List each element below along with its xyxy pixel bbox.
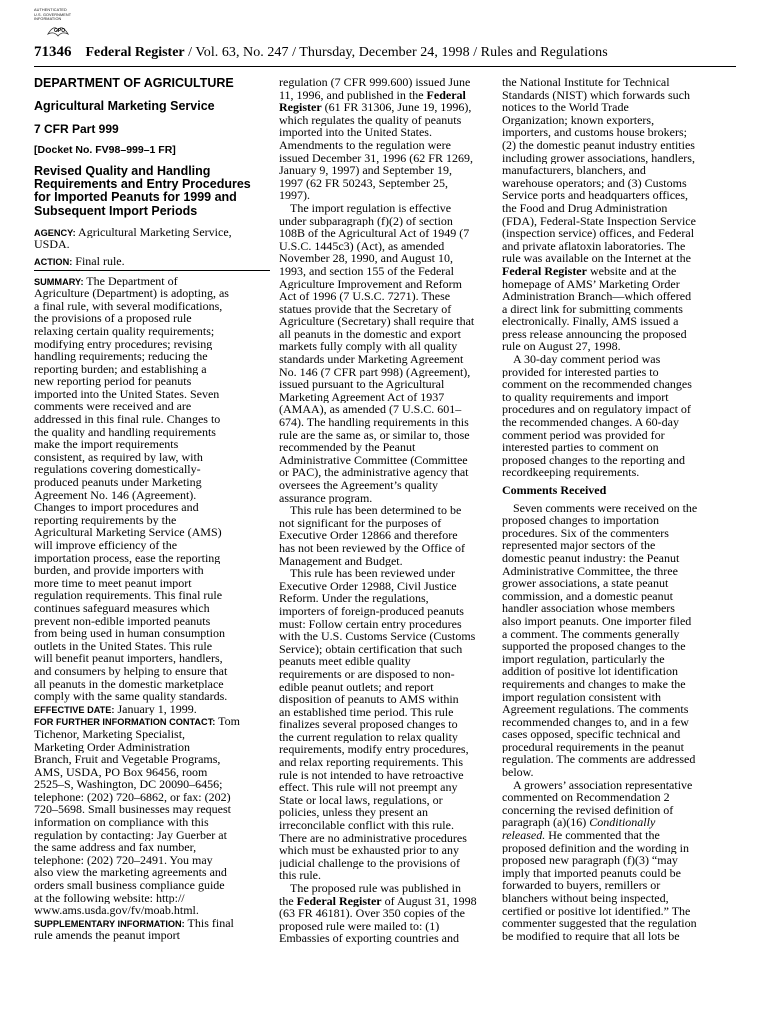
action-label: ACTION: [34,256,73,267]
contact-section: FOR FURTHER INFORMATION CONTACT: Tom Tichenor, Marketing Specialist, Marketing Order Administration Branch, Fruit and Vegetable Programs, AMS, USDA, PO Box 96456, room 2525–S, Washington, DC 20090–6456; telephone: (202) 720–6862, or fax: (202) 720–5698. Small businesses may request information on compliance with this regulation by contacting: Jay Guerber at the same address and fax number, telephone: (202) 720–2491. You may also view the marketing agreements and orders small business compliance guide at the following website: http:// www.ams.usda.gov/fv/moab.html. [34,715,270,917]
paragraph: regulation (7 CFR 999.600) issued June 11, 1996, and published in the Federal Register (61 FR 31306, June 19, 1996), which regulates the quality of peanuts imported into the United States. Amendments to the regulation were issued December 31, 1996 (62 FR 1269, January 9, 1997) and September 19, 1997 (62 FR 50243, September 25, 1997). [279,76,473,202]
paragraph: This rule has been determined to be not significant for the purposes of Executive Order 12866 and therefore has not been reviewed by the Office of Management and Budget. [279,504,466,568]
authentication-seal: AUTHENTICATED U.S. GOVERNMENT INFORMATION GPO [34,8,82,46]
paragraph: A growers’ association representative commented on Recommendation 2 concerning the revised definition of paragraph (a)(16) Conditionally released. He commented that the proposed definition and the wording in proposed new paragraph (f)(3) “may imply that imported peanuts could be forwarded to buyers, remillers or blanchers without being inspected, certified or positive lot identified.” The commenter suggested that the regulation be modified to require that all lots be [502,778,697,943]
agency-label: AGENCY: [34,227,76,238]
paragraph: The proposed rule was published in the Federal Register of August 31, 1998 (63 FR 46181). Over 350 copies of the proposed rule were mailed to: (1) Embassies of exporting countries and [279,882,477,945]
paragraph: the National Institute for Technical Standards (NIST) which forwards such notices to the World Trade Organization; known exporters, importers, and customs house brokers; (2) the domestic peanut industry entities including grower associations, handlers, manufacturers, blanchers, and warehouse operators; and (3) Customs Service ports and headquarters offices, the Food and Drug Administration (FDA), Federal-State Inspection Service (inspection service) offices, and Federal and private aflatoxin laboratories. The rule was available on the Internet at the Federal Register website and at the homepage of AMS’ Marketing Order Administration Branch—which offered a direct link for submitting comments electronically. Finally, AMS issued a press release announcing the proposed rule on August 27, 1998. [502,76,696,354]
column-2 [279,76,490,945]
page-header [34,44,736,64]
supplementary-section: SUPPLEMENTARY INFORMATION: This final rule amends the peanut import [34,916,234,942]
column-1 [34,76,270,942]
paragraph: The import regulation is effective under subparagraph (f)(2) of section 108B of the Agricultural Act of 1949 (7 U.S.C. 1445c3) (Act), as amended November 28, 1990, and August 10, 1993, and section 155 of the Federal Agriculture Improvement and Reform Act of 1996 (7 U.S.C. 7271). These statues provide that the Secretary of Agriculture (Secretary) shall require that all peanuts in the domestic and export markets fully comply with all quality standards under Marketing Agreement No. 146 (7 CFR part 998) (Agreement), issued pursuant to the Agricultural Marketing Agreement Act of 1937 (AMAA), as amended (7 U.S.C. 601– 674). The handling requirements in this rule are the same as, or similar to, those recommended by the Peanut Administrative Committee (Committee or PAC), the administrative agency that oversees the Agreement’s quality assurance program. [279,201,475,505]
effective-date-field: EFFECTIVE DATE: January 1, 1999. [34,702,197,716]
summary-label: SUMMARY: [34,276,84,287]
action-field: ACTION: Final rule. [34,254,125,268]
summary-section: SUMMARY: The Department of Agriculture (Department) is adopting, as a final rule, with several modifications, the provisions of a proposed rule relaxing certain quality requirements; modifying entry procedures; revising handling requirements; reducing the reporting burden; and establishing a new reporting period for peanuts imported into the United States. Seven comments were received and are addressed in this final rule. Changes to the quality and handling requirements make the import requirements consistent, as required by law, with regulations covering domestically- produced peanuts under Marketing Agreement No. 146 (Agreement). Changes to import procedures and reporting requirements by the Agricultural Marketing Service (AMS) will improve efficiency of the importation process, ease the reporting burden, and provide importers with more time to meet peanut import regulation requirements. This final rule continues safeguard measures which prevent non-edible imported peanuts from being used in human consumption outlets in the United States. This rule will benefit peanut importers, handlers, and consumers by helping to ensure that all peanuts in the domestic marketplace comply with the same quality standards. [34,274,229,703]
seal-text: AUTHENTICATED U.S. GOVERNMENT INFORMATION [34,8,72,22]
effective-date-label: EFFECTIVE DATE: [34,704,115,715]
subagency-heading: Agricultural Marketing Service [34,99,215,113]
journal-name: Federal Register [85,45,185,60]
rule-title: Revised Quality and Handling Requirements and Entry Procedures for Imported Peanuts for 1999 and Subsequent Import Periods [34,165,251,218]
contact-label: FOR FURTHER INFORMATION CONTACT: [34,717,216,728]
section-divider [34,270,270,271]
docket-number: [Docket No. FV98–999–1 FR] [34,144,176,156]
paragraph: A 30-day comment period was provided for interested parties to comment on the recommended changes to quality requirements and import procedures and on regulatory impact of the recommended changes. A 60-day comment period was provided for interested parties to comment on proposed changes to the reporting and recordkeeping requirements. [502,353,692,479]
cfr-part: 7 CFR Part 999 [34,122,119,136]
page-number: 71346 [34,44,72,60]
agency-heading: DEPARTMENT OF AGRICULTURE [34,76,234,90]
comments-received-heading: Comments Received [502,484,607,497]
issue-info: / Vol. 63, No. 247 / Thursday, December 24, 1998 / Rules and Regulations [184,45,608,60]
agency-field: AGENCY: Agricultural Marketing Service, USDA. [34,225,232,251]
supplementary-label: SUPPLEMENTARY INFORMATION: [34,918,185,929]
header-rule [34,66,736,67]
column-3 [502,76,717,942]
paragraph: Seven comments were received on the proposed changes to importation procedures. Six of the commenters represented major sectors of the domestic peanut industry: the Peanut Administrative Committee, the three grower associations, a state peanut commission, and a domestic peanut handler association whose members also import peanuts. One importer filed a comment. The comments generally supported the proposed changes to the import regulation, particularly the addition of positive lot identification requirements and changes to make the import regulation consistent with Agreement regulations. The comments recommended changes to, and in a few cases opposed, specific technical and procedural requirements in the peanut regulation. The comments are addressed below. [502,501,698,779]
paragraph: This rule has been reviewed under Executive Order 12988, Civil Justice Reform. Under the regulations, importers of foreign-produced peanuts must: Follow certain entry procedures with the U.S. Customs Service (Customs Service); obtain certification that such peanuts meet edible quality requirements or are disposed to non- edible peanut outlets; and report disposition of peanuts to AMS within an established time period. This rule finalizes several proposed changes to the current regulation to relax quality requirements, modify entry procedures, and relax reporting requirements. This rule is not intended to have retroactive effect. This rule will not preempt any State or local laws, regulations, or policies, unless they present an irreconcilable conflict with this rule. There are no administrative procedures which must be exhausted prior to any judicial challenge to the provisions of this rule. [279,567,476,882]
website-link[interactable]: www.ams.usda.gov/fv/moab.html. [34,904,199,917]
